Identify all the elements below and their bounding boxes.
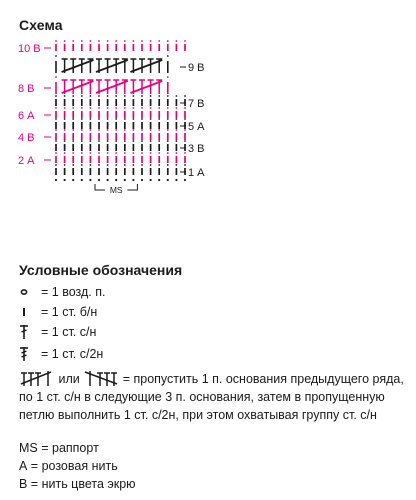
chain-mark [150, 140, 152, 142]
chain-mark [90, 118, 92, 120]
chain-mark [55, 40, 57, 42]
chain-mark [167, 152, 169, 154]
chain-mark [115, 95, 117, 97]
chain-mark [176, 118, 178, 120]
ms-definition: MS = раппорт [19, 441, 99, 455]
chain-mark [64, 107, 66, 109]
chain-mark [98, 179, 100, 181]
chain-mark [124, 107, 126, 109]
chain-mark [158, 164, 160, 166]
chain-mark [158, 107, 160, 109]
bracket-line [95, 184, 105, 190]
chain-mark [55, 55, 57, 57]
chain-mark [64, 95, 66, 97]
chain-mark [107, 129, 109, 131]
chain-mark [176, 140, 178, 142]
chain-mark [150, 129, 152, 131]
crossed-group-dc-alt-icon [83, 368, 119, 388]
chain-mark [158, 152, 160, 154]
chain-mark [55, 118, 57, 120]
double-crochet-icon [19, 322, 33, 342]
chain-mark [81, 40, 83, 42]
chain-mark [64, 40, 66, 42]
chain-mark [176, 95, 178, 97]
chain-mark [64, 152, 66, 154]
chain-mark [81, 164, 83, 166]
chain-mark [64, 179, 66, 181]
chain-mark [141, 95, 143, 97]
chain-mark [158, 179, 160, 181]
legend-item-label: = 1 возд. п. [41, 285, 106, 299]
chain-mark [90, 40, 92, 42]
chain-mark [81, 140, 83, 142]
chain-mark [72, 129, 74, 131]
crossing-treble [62, 81, 94, 93]
chain-mark [55, 164, 57, 166]
chain-mark [167, 40, 169, 42]
group-description-text: = пропустить 1 п. основания предыдущего ряда, по 1 ст. с/н в следующие 3 п. основания, затем в пропущенную петлю выполнить 1 ст. с/2н, при этом охватывая группу ст. с/н [19, 372, 404, 422]
legend-item-label: = 1 ст. с/2н [41, 347, 104, 361]
chain-mark [124, 129, 126, 131]
chain-mark [167, 55, 169, 57]
chain-mark [167, 118, 169, 120]
chain-mark [133, 40, 135, 42]
chain-mark [141, 179, 143, 181]
row-label-right: 1 А [188, 167, 205, 179]
chain-mark [141, 140, 143, 142]
chain-mark [176, 164, 178, 166]
chain-mark [107, 95, 109, 97]
chain-mark [150, 107, 152, 109]
row-label-right: 5 А [188, 121, 205, 133]
group-stitch-description [19, 368, 409, 424]
chain-mark [81, 118, 83, 120]
row-label-right: 9 В [188, 62, 205, 74]
chain-mark [115, 118, 117, 120]
chain-mark [64, 129, 66, 131]
row-label-left: 4 В [18, 132, 35, 144]
chain-mark [55, 152, 57, 154]
chain-mark [64, 140, 66, 142]
chain-mark [184, 179, 186, 181]
chain-mark [115, 129, 117, 131]
bracket-line [127, 184, 137, 190]
chain-mark [115, 164, 117, 166]
chain-mark [133, 129, 135, 131]
crossing-treble [62, 60, 94, 72]
chain-mark [124, 95, 126, 97]
repeat-bracket [95, 184, 137, 195]
chain-mark [184, 95, 186, 97]
chain-mark [175, 179, 177, 181]
chain-mark [98, 107, 100, 109]
crossed-group-dc-icon [19, 368, 55, 388]
row-label-right: 3 В [188, 143, 205, 155]
chain-mark [115, 152, 117, 154]
chain-mark [167, 76, 169, 78]
chain-mark [184, 40, 186, 42]
chain-mark [132, 179, 134, 181]
a-definition: А = розовая нить [19, 459, 118, 473]
chain-mark [133, 152, 135, 154]
chain-mark [184, 118, 186, 120]
chain-mark [107, 118, 109, 120]
chain-mark [167, 140, 169, 142]
chain-mark [158, 118, 160, 120]
crossing-treble [130, 60, 162, 72]
b-definition: В = нить цвета экрю [19, 477, 136, 491]
chain-mark [98, 118, 100, 120]
chain-mark [81, 95, 83, 97]
legend-title: Условные обозначения [19, 262, 183, 278]
chain-mark [55, 107, 57, 109]
chain-mark [150, 40, 152, 42]
treble-crochet-icon [19, 344, 33, 364]
row-label-right: 7 В [188, 98, 205, 110]
chain-mark [98, 140, 100, 142]
crossing-treble [96, 60, 128, 72]
chain-mark [72, 107, 74, 109]
crossing-treble [96, 81, 128, 93]
chain-mark [124, 152, 126, 154]
row-label-left: 10 В [18, 43, 41, 55]
chain-icon [19, 282, 33, 300]
row-label-left: 2 А [18, 155, 35, 167]
chain-mark [72, 140, 74, 142]
chain-mark [133, 140, 135, 142]
chain-mark [124, 118, 126, 120]
chain-mark [124, 164, 126, 166]
chain-mark [184, 152, 186, 154]
chain-mark [98, 152, 100, 154]
crochet-chart [0, 0, 416, 230]
chain-mark [90, 129, 92, 131]
chain-mark [98, 40, 100, 42]
chain-mark [158, 95, 160, 97]
chain-mark [124, 40, 126, 42]
chain-mark [55, 76, 57, 78]
chain-mark [176, 152, 178, 154]
chain-mark [55, 95, 57, 97]
chain-mark [124, 179, 126, 181]
chain-mark [167, 129, 169, 131]
chain-mark [72, 152, 74, 154]
chain-mark [89, 179, 91, 181]
chain-mark [64, 164, 66, 166]
chain-mark [107, 179, 109, 181]
chain-mark [133, 107, 135, 109]
chain-mark [107, 152, 109, 154]
chain-mark [81, 152, 83, 154]
chain-mark [72, 179, 74, 181]
connector-label: или [58, 372, 80, 386]
chain-mark [184, 107, 186, 109]
chain-mark [150, 152, 152, 154]
chain-mark [81, 179, 83, 181]
row-label-left: 8 В [18, 83, 35, 95]
chain-mark [90, 152, 92, 154]
chain-mark [158, 140, 160, 142]
chain-mark [90, 140, 92, 142]
chain-mark [184, 140, 186, 142]
chain-mark [124, 140, 126, 142]
chain-mark [133, 164, 135, 166]
chain-mark [90, 107, 92, 109]
chain-mark [150, 118, 152, 120]
single-crochet-icon [19, 302, 33, 320]
chain-mark [107, 40, 109, 42]
chain-mark [90, 164, 92, 166]
chain-mark [55, 179, 57, 181]
chain-mark [107, 107, 109, 109]
chain-mark [72, 118, 74, 120]
chain-mark [55, 129, 57, 131]
chain-mark [167, 164, 169, 166]
chain-mark [141, 107, 143, 109]
page-title: Схема [19, 17, 63, 33]
chain-mark [158, 40, 160, 42]
chain-mark [133, 95, 135, 97]
chain-mark [133, 118, 135, 120]
chain-mark [98, 95, 100, 97]
chain-mark [90, 95, 92, 97]
chain-mark [81, 107, 83, 109]
chain-mark [115, 140, 117, 142]
chain-mark [158, 129, 160, 131]
chain-mark [115, 107, 117, 109]
chain-mark [115, 40, 117, 42]
chain-mark [98, 164, 100, 166]
chain-mark [176, 107, 178, 109]
chain-mark [81, 129, 83, 131]
chain-mark [167, 179, 169, 181]
chain-mark [150, 179, 152, 181]
chain-mark [141, 152, 143, 154]
chain-mark [184, 164, 186, 166]
chain-mark [72, 95, 74, 97]
chain-mark [167, 95, 169, 97]
chain-mark [107, 164, 109, 166]
chain-mark [141, 164, 143, 166]
row-label-left: 6 А [18, 110, 35, 122]
chain-mark [167, 107, 169, 109]
chain-mark [184, 129, 186, 131]
chain-mark [141, 129, 143, 131]
legend-item-label: = 1 ст. с/н [41, 325, 97, 339]
chain-mark [141, 40, 143, 42]
chain-mark [55, 140, 57, 142]
legend-item-label: = 1 ст. б/н [41, 305, 98, 319]
chain-mark [72, 40, 74, 42]
chain-mark [150, 95, 152, 97]
chain-mark [115, 179, 117, 181]
chain-mark [176, 129, 178, 131]
chain-mark [141, 118, 143, 120]
repeat-label: MS [109, 185, 123, 195]
chain-mark [72, 164, 74, 166]
chain-mark [64, 118, 66, 120]
chain-mark [176, 40, 178, 42]
chain-mark [98, 129, 100, 131]
crossing-treble [130, 81, 162, 93]
chain-mark [150, 164, 152, 166]
chain-mark [107, 140, 109, 142]
